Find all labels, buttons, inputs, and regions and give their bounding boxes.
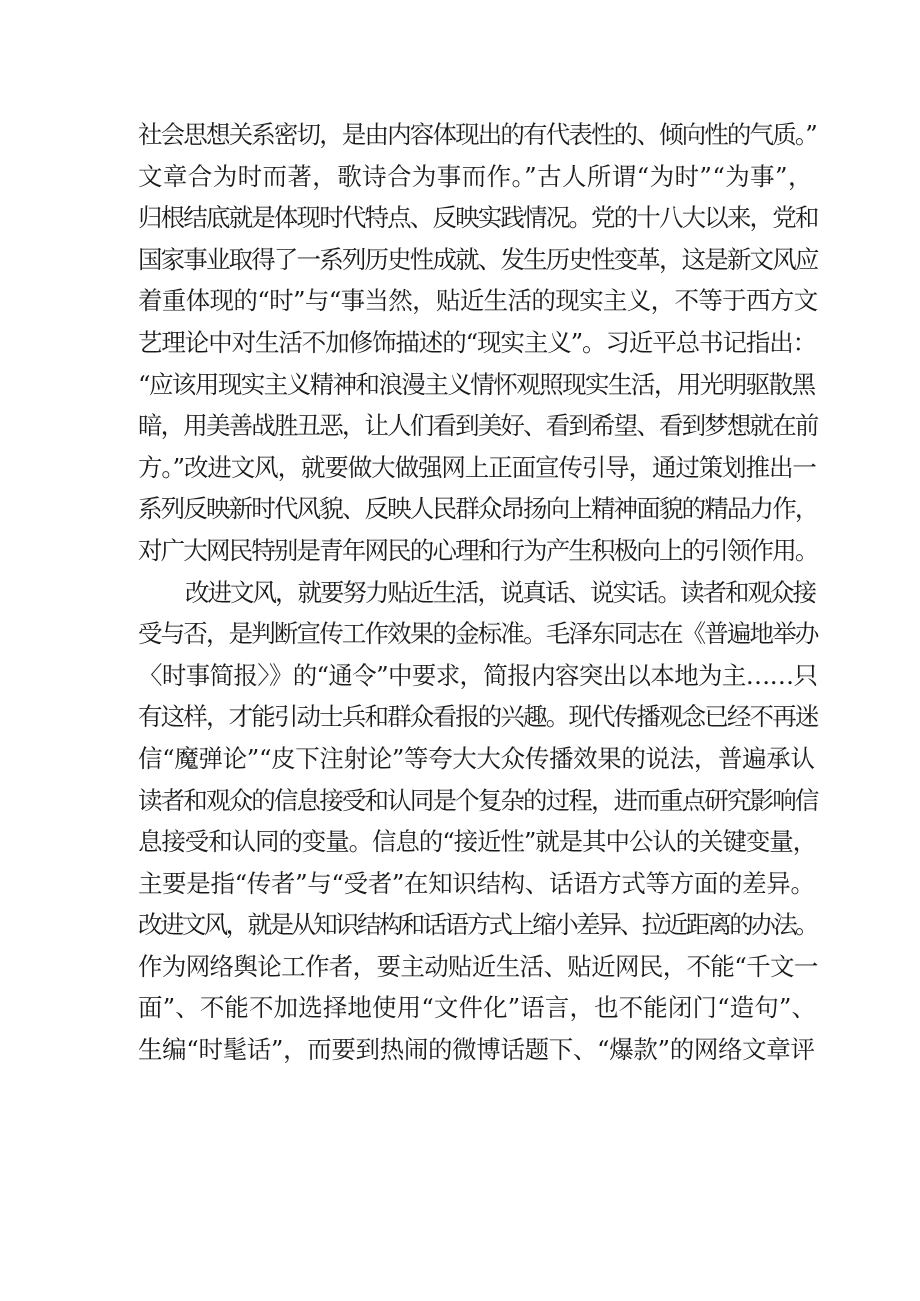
text-line: 受与否，是判断宣传工作效果的金标准。毛泽东同志在《普遍地举办: [138, 619, 818, 649]
text-line: 息接受和认同的变量。信息的“接近性”就是其中公认的关键变量，: [138, 827, 817, 857]
text-line: 面”、不能不加选择地使用“文件化”语言，也不能闭门“造句”、: [138, 993, 817, 1023]
document-body: [138, 114, 818, 1071]
text-line: 信“魔弹论”“皮下注射论”等夸大大众传播效果的说法，普遍承认: [138, 743, 815, 773]
text-line: 社会思想关系密切，是由内容体现出的有代表性的、倾向性的气质。”: [138, 120, 816, 149]
paragraph-1: [138, 114, 818, 572]
text-line: 对广大网民特别是青年网民的心理和行为产生积极向上的引领作用。: [138, 535, 818, 565]
text-line: 着重体现的“时”与“事当然，贴近生活的现实主义，不等于西方文: [138, 286, 818, 316]
text-line: 改进文风，就是从知识结构和话语方式上缩小差异、拉近距离的办法。: [138, 910, 817, 940]
text-line: 艺理论中对生活不加修饰描述的“现实主义”。习近平总书记指出：: [138, 327, 817, 357]
paragraph-2: [138, 572, 818, 1071]
text-line: 有这样，才能引动士兵和群众看报的兴趣。现代传播观念已经不再迷: [138, 702, 818, 732]
text-line: 读者和观众的信息接受和认同是个复杂的过程，进而重点研究影响信: [138, 785, 818, 815]
text-line: 方。”改进文风，就要做大做强网上正面宣传引导，通过策划推出一: [138, 452, 816, 482]
text-line: 文章合为时而著，歌诗合为事而作。”古人所谓“为时”“为事”，: [138, 161, 813, 191]
text-line: 暗，用美善战胜丑恶，让人们看到美好、看到希望、看到梦想就在前: [138, 411, 818, 441]
text-line-first: 改进文风，就要努力贴近生活，说真话、说实话。读者和观众接: [185, 577, 815, 607]
text-line: 〈时事简报〉》的“通令”中要求，简报内容突出以本地为主……只: [138, 660, 818, 690]
text-line: 主要是指“传者”与“受者”在知识结构、话语方式等方面的差异。: [138, 868, 815, 898]
text-line: 国家事业取得了一系列历史性成就、发生历史性变革，这是新文风应: [138, 244, 818, 274]
text-line: 归根结底就是体现时代特点、反映实践情况。党的十八大以来，党和: [138, 203, 818, 233]
text-line: 系列反映新时代风貌、反映人民群众昂扬向上精神面貌的精品力作，: [138, 494, 818, 524]
text-line: “应该用现实主义精神和浪漫主义情怀观照现实生活，用光明驱散黑: [138, 369, 815, 399]
text-line: 作为网络舆论工作者，要主动贴近生活、贴近网民，不能“千文一: [138, 951, 818, 981]
text-line: 生编“时髦话”，而要到热闹的微博话题下、“爆款”的网络文章评: [138, 1035, 815, 1065]
